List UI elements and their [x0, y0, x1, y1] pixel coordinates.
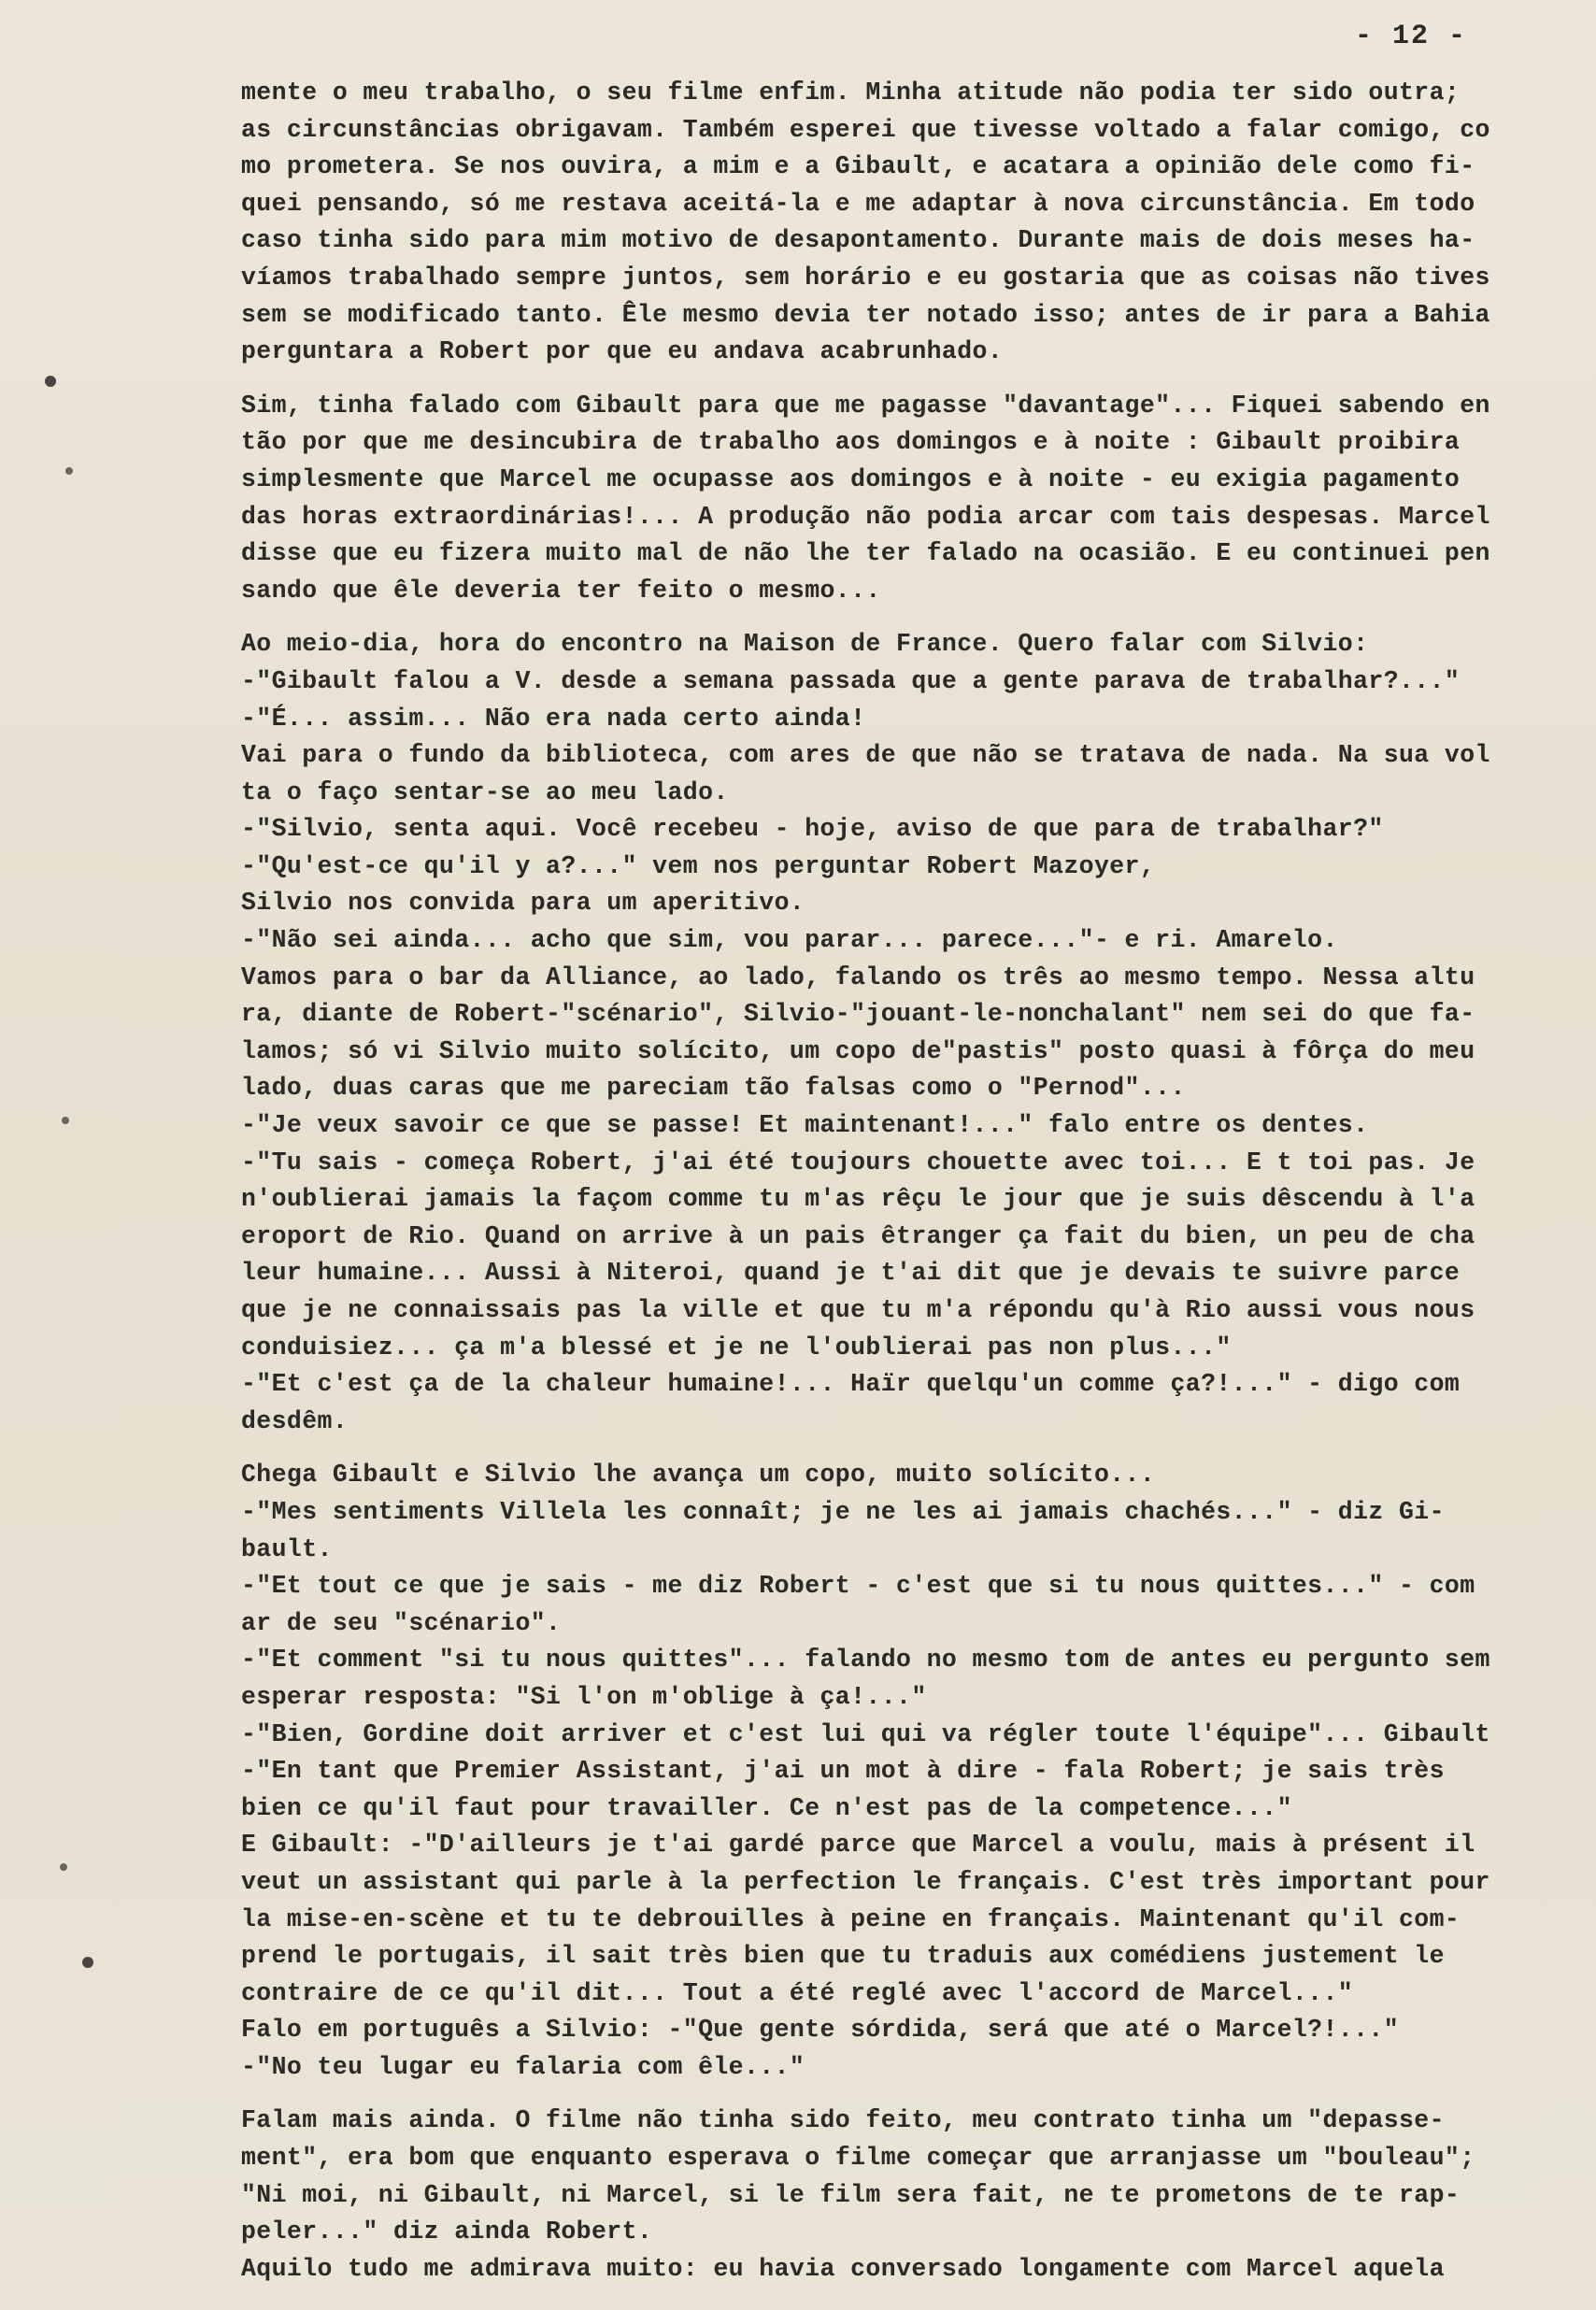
- text-line: que je ne connaissais pas la ville et que tu m'a répondu qu'à Rio aussi vous nous: [241, 1296, 1475, 1324]
- paragraph: [241, 75, 1587, 371]
- text-line: contraire de ce qu'il dit... Tout a été reglé avec l'accord de Marcel...": [241, 1978, 1354, 2007]
- text-line: leur humaine... Aussi à Niteroi, quand je t'ai dit que je devais te suivre parce: [241, 1259, 1461, 1288]
- text-line: la mise-en-scène et tu te debrouilles à peine en français. Maintenant qu'il com-: [241, 1904, 1461, 1933]
- text-line: esperar resposta: "Si l'on m'oblige à ça!...": [241, 1682, 927, 1711]
- text-line: veut un assistant qui parle à la perfection le français. C'est très important pour: [241, 1867, 1490, 1896]
- text-line: tão por que me desincubira de trabalho aos domingos e à noite : Gibault proibira: [241, 428, 1461, 457]
- text-line: perguntara a Robert por que eu andava acabrunhado.: [241, 337, 1004, 366]
- text-line: -"Et comment "si tu nous quittes"... falando no mesmo tom de antes eu pergunto sem: [241, 1646, 1490, 1675]
- text-line: -"É... assim... Não era nada certo ainda!: [241, 704, 866, 733]
- paragraph: [241, 1457, 1587, 2086]
- binder-hole-mark: [82, 1957, 93, 1968]
- text-line: prend le portugais, il sait très bien que tu traduis aux comédiens justement le: [241, 1942, 1445, 1971]
- text-line: Ao meio-dia, hora do encontro na Maison de France. Quero falar com Silvio:: [241, 630, 1369, 659]
- text-line: -"En tant que Premier Assistant, j'ai un mot à dire - fala Robert; je sais très: [241, 1757, 1445, 1786]
- paragraph-gap: [241, 609, 1587, 626]
- paragraph-gap: [241, 2086, 1587, 2103]
- paragraph-gap: [241, 371, 1587, 388]
- text-line: lamos; só vi Silvio muito solícito, um copo de"pastis" posto quasi à fôrça do meu: [241, 1036, 1475, 1065]
- text-line: desdêm.: [241, 1406, 349, 1435]
- text-line: víamos trabalhado sempre juntos, sem horário e eu gostaria que as coisas não tives: [241, 263, 1490, 292]
- text-line: Falo em português a Silvio: -"Que gente sórdida, será que até o Marcel?!...": [241, 2016, 1399, 2045]
- binder-hole-mark: [65, 467, 73, 475]
- text-line: disse que eu fizera muito mal de não lhe ter falado na ocasião. E eu continuei pen: [241, 539, 1490, 568]
- document-body: [241, 75, 1587, 2288]
- text-line: E Gibault: -"D'ailleurs je t'ai gardé parce que Marcel a voulu, mais à présent il: [241, 1831, 1475, 1860]
- text-line: "Ni moi, ni Gibault, ni Marcel, si le film sera fait, ne te prometons de te rap-: [241, 2180, 1461, 2209]
- text-line: conduisiez... ça m'a blessé et je ne l'oublierai pas non plus...": [241, 1333, 1232, 1362]
- binder-hole-mark: [60, 1863, 67, 1871]
- paragraph: [241, 626, 1587, 1440]
- text-line: sem se modificado tanto. Êle mesmo devia ter notado isso; antes de ir para a Bahia: [241, 300, 1490, 329]
- text-line: peler..." diz ainda Robert.: [241, 2217, 653, 2246]
- text-line: Vamos para o bar da Alliance, ao lado, falando os três ao mesmo tempo. Nessa altu: [241, 962, 1475, 991]
- text-line: bien ce qu'il faut pour travailler. Ce n'est pas de la competence...": [241, 1793, 1292, 1822]
- text-line: ra, diante de Robert-"scénario", Silvio-"jouant-le-nonchalant" nem sei do que fa-: [241, 1000, 1475, 1029]
- text-line: as circunstâncias obrigavam. Também esperei que tivesse voltado a falar comigo, co: [241, 115, 1490, 144]
- binder-hole-mark: [45, 376, 56, 387]
- text-line: caso tinha sido para mim motivo de desapontamento. Durante mais de dois meses ha-: [241, 226, 1475, 255]
- text-line: -"Gibault falou a V. desde a semana passada que a gente parava de trabalhar?...": [241, 666, 1461, 695]
- text-line: -"No teu lugar eu falaria com êle...": [241, 2052, 805, 2081]
- text-line: -"Je veux savoir ce que se passe! Et maintenant!..." falo entre os dentes.: [241, 1111, 1369, 1140]
- paragraph: [241, 2103, 1587, 2288]
- text-line: sando que êle deveria ter feito o mesmo...: [241, 576, 881, 605]
- text-line: ar de seu "scénario".: [241, 1608, 562, 1637]
- text-line: Sim, tinha falado com Gibault para que me pagasse "davantage"... Fiquei sabendo en: [241, 391, 1490, 420]
- text-line: bault.: [241, 1534, 333, 1563]
- text-line: mo prometera. Se nos ouvira, a mim e a Gibault, e acatara a opinião dele como fi-: [241, 152, 1475, 181]
- text-line: -"Et tout ce que je sais - me diz Robert - c'est que si tu nous quittes..." - com: [241, 1572, 1475, 1601]
- text-line: lado, duas caras que me pareciam tão falsas como o "Pernod"...: [241, 1074, 1186, 1103]
- text-line: simplesmente que Marcel me ocupasse aos domingos e à noite - eu exigia pagamento: [241, 464, 1461, 493]
- text-line: Chega Gibault e Silvio lhe avança um copo, muito solícito...: [241, 1461, 1156, 1490]
- text-line: -"Et c'est ça de la chaleur humaine!... Haïr quelqu'un comme ça?!..." - digo com: [241, 1370, 1461, 1399]
- text-line: ment", era bom que enquanto esperava o filme começar que arranjasse um "bouleau";: [241, 2144, 1475, 2173]
- text-line: Aquilo tudo me admirava muito: eu havia conversado longamente com Marcel aquela: [241, 2254, 1445, 2283]
- text-line: Vai para o fundo da biblioteca, com ares de que não se tratava de nada. Na sua vol: [241, 741, 1490, 770]
- page-number: - 12 -: [1355, 21, 1468, 52]
- paragraph-gap: [241, 1440, 1587, 1457]
- text-line: mente o meu trabalho, o seu filme enfim. Minha atitude não podia ter sido outra;: [241, 78, 1461, 107]
- text-line: -"Não sei ainda... acho que sim, vou parar... parece..."- e ri. Amarelo.: [241, 926, 1338, 955]
- text-line: -"Silvio, senta aqui. Você recebeu - hoje, aviso de que para de trabalhar?": [241, 815, 1384, 844]
- text-line: quei pensando, só me restava aceitá-la e me adaptar à nova circunstância. Em todo: [241, 189, 1475, 218]
- text-line: -"Tu sais - começa Robert, j'ai été toujours chouette avec toi... E t toi pas. Je: [241, 1148, 1475, 1176]
- binder-hole-mark: [62, 1117, 69, 1124]
- paragraph: [241, 388, 1587, 610]
- text-line: das horas extraordinárias!... A produção não podia arcar com tais despesas. Marcel: [241, 502, 1490, 531]
- text-line: Falam mais ainda. O filme não tinha sido feito, meu contrato tinha um "depasse-: [241, 2106, 1445, 2135]
- text-line: -"Bien, Gordine doit arriver et c'est lui qui va régler toute l'équipe"... Gibault: [241, 1719, 1490, 1748]
- text-line: -"Mes sentiments Villela les connaît; je ne les ai jamais chachés..." - diz Gi-: [241, 1497, 1445, 1526]
- text-line: Silvio nos convida para um aperitivo.: [241, 889, 805, 918]
- text-line: -"Qu'est-ce qu'il y a?..." vem nos perguntar Robert Mazoyer,: [241, 851, 1156, 880]
- text-line: ta o faço sentar-se ao meu lado.: [241, 777, 729, 806]
- text-line: eroport de Rio. Quand on arrive à un pais êtranger ça fait du bien, un peu de cha: [241, 1221, 1475, 1250]
- text-line: n'oublierai jamais la façom comme tu m'as rêçu le jour que je suis dêscendu à l'a: [241, 1185, 1475, 1214]
